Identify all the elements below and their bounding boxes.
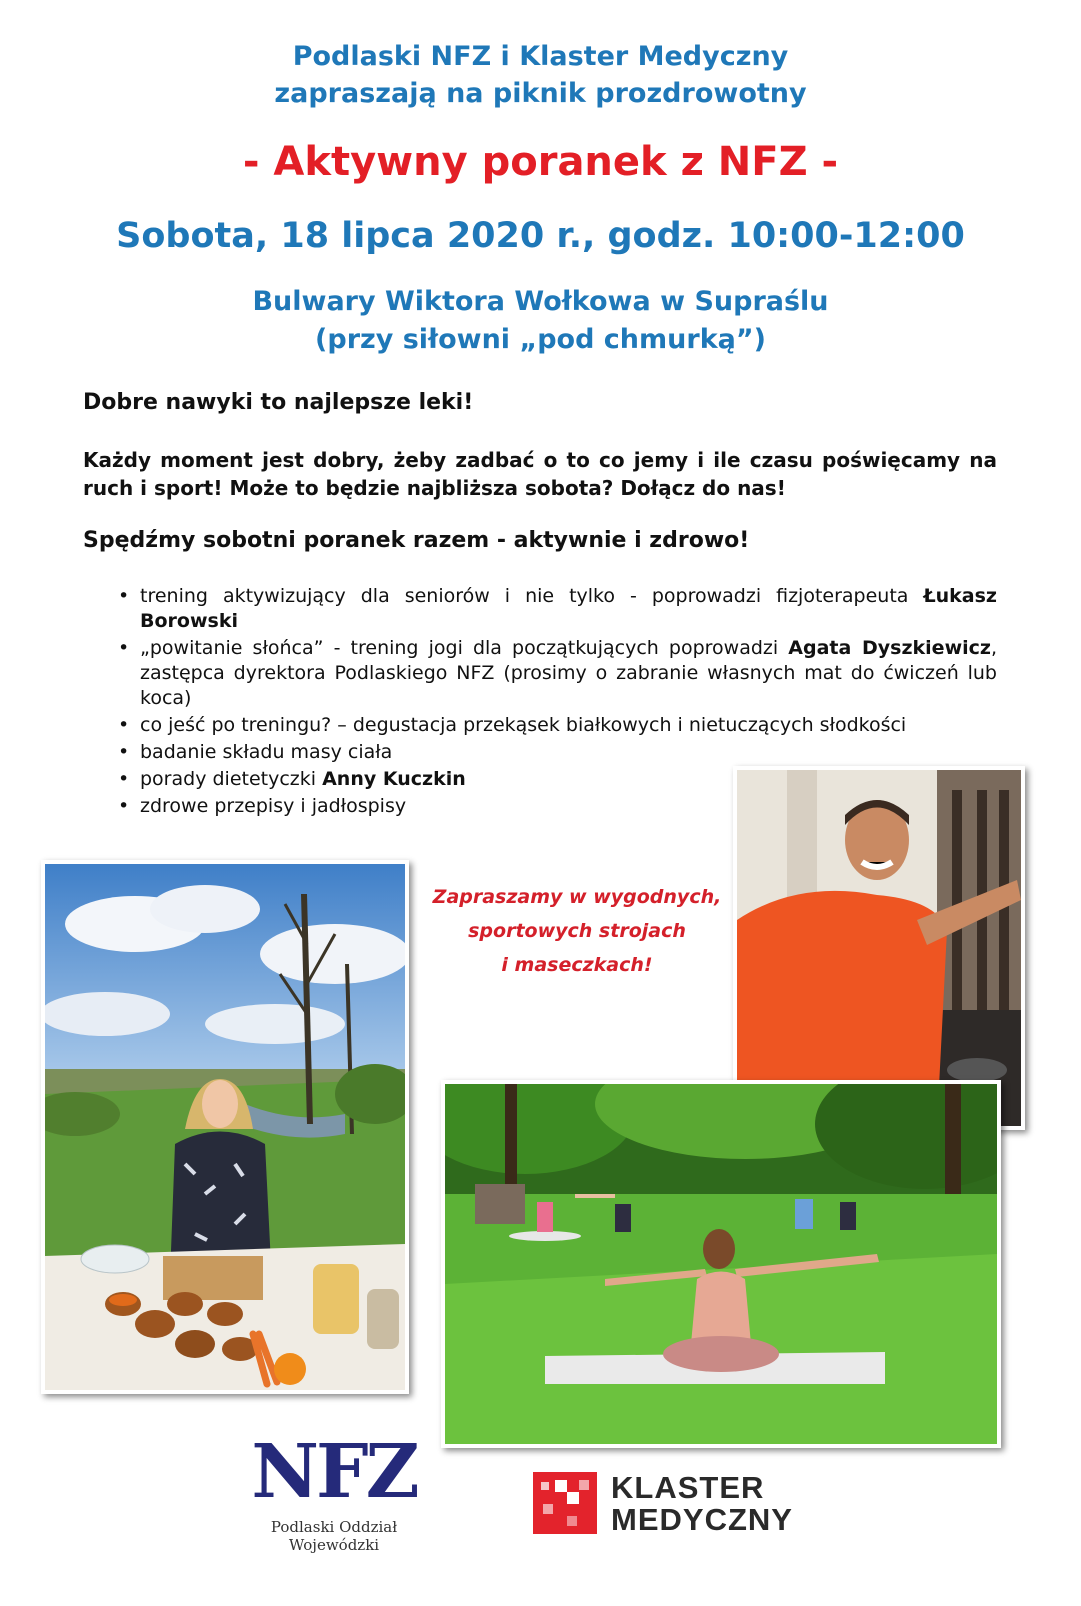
place-line-1: Bulwary Wiktora Wołkowa w Supraślu [252, 286, 829, 317]
medyczny-word: MEDYCZNY [611, 1502, 793, 1537]
photo-trainer [733, 766, 1025, 1130]
motto: Dobre nawyki to najlepsze leki! [83, 390, 474, 415]
item-text: porady dietetyczki [140, 768, 323, 790]
organizers-line-2: zapraszają na piknik prozdrowotny [274, 78, 807, 109]
invitation-line-1: Zapraszamy w wygodnych, [432, 886, 722, 908]
photo-yoga-illustration [445, 1084, 997, 1444]
nfz-logo-mark: NFZ [251, 1429, 417, 1515]
bullet-icon: • [118, 795, 130, 817]
item-text-rest: , zastępca dyrektora Podlaskiego NFZ (prosimy o zabranie własnych mat do ćwiczeń lub koca) [140, 637, 998, 709]
item-text: trening aktywizujący dla seniorów i nie tylko - poprowadzi fizjoterapeuta [140, 585, 924, 607]
photo-trainer-illustration [737, 770, 1021, 1126]
klaster-word: KLASTER [611, 1470, 765, 1505]
bullet-icon: • [118, 714, 130, 736]
item-person: Agata Dyszkiewicz [788, 637, 991, 659]
list-item [118, 713, 997, 738]
item-text: badanie składu masy ciała [140, 741, 393, 763]
event-date: Sobota, 18 lipca 2020 r., godz. 10:00-12:00 [116, 216, 965, 256]
bullet-icon: • [118, 585, 130, 607]
item-person: Łukasz Borowski [140, 585, 997, 632]
nfz-logo-subtitle: Podlaski Oddział Wojewódzki [270, 1518, 398, 1554]
bullet-icon: • [118, 768, 130, 790]
subheading: Spędźmy sobotni poranek razem - aktywnie i zdrowo! [83, 528, 750, 553]
klaster-logo-text [611, 1472, 793, 1536]
invitation-note [424, 880, 730, 982]
klaster-medyczny-logo [533, 1470, 833, 1540]
nfz-logo [224, 1429, 444, 1554]
intro-paragraph: Każdy moment jest dobry, żeby zadbać o to co jemy i ile czasu poświęcamy na ruch i sport! Może to będzie najbliższa sobota? Dołącz do nas! [83, 448, 997, 500]
item-text: „powitanie słońca” - trening jogi dla początkujących poprowadzi [140, 637, 789, 659]
list-item [118, 584, 997, 634]
list-item [118, 636, 997, 711]
event-organizers [0, 38, 1081, 112]
klaster-cross-icon [533, 1472, 597, 1534]
bullet-icon: • [118, 741, 130, 763]
event-place [0, 283, 1081, 359]
organizers-line-1: Podlaski NFZ i Klaster Medyczny [292, 41, 789, 72]
bullet-icon: • [118, 637, 130, 659]
item-text: co jeść po treningu? – degustacja przekąsek białkowych i nietuczących słodkości [140, 714, 907, 736]
item-text: zdrowe przepisy i jadłospisy [140, 795, 407, 817]
invitation-line-3: i maseczkach! [501, 954, 653, 976]
invitation-line-2: sportowych strojach [468, 920, 686, 942]
photo-dietitian-with-food [41, 860, 409, 1394]
event-title: - Aktywny poranek z NFZ - [242, 139, 839, 185]
list-item [118, 740, 997, 765]
photo-yoga-in-park [441, 1080, 1001, 1448]
place-line-2: (przy siłowni „pod chmurką”) [315, 324, 766, 355]
item-person: Anny Kuczkin [322, 768, 466, 790]
photo-dietitian-illustration [45, 864, 405, 1390]
